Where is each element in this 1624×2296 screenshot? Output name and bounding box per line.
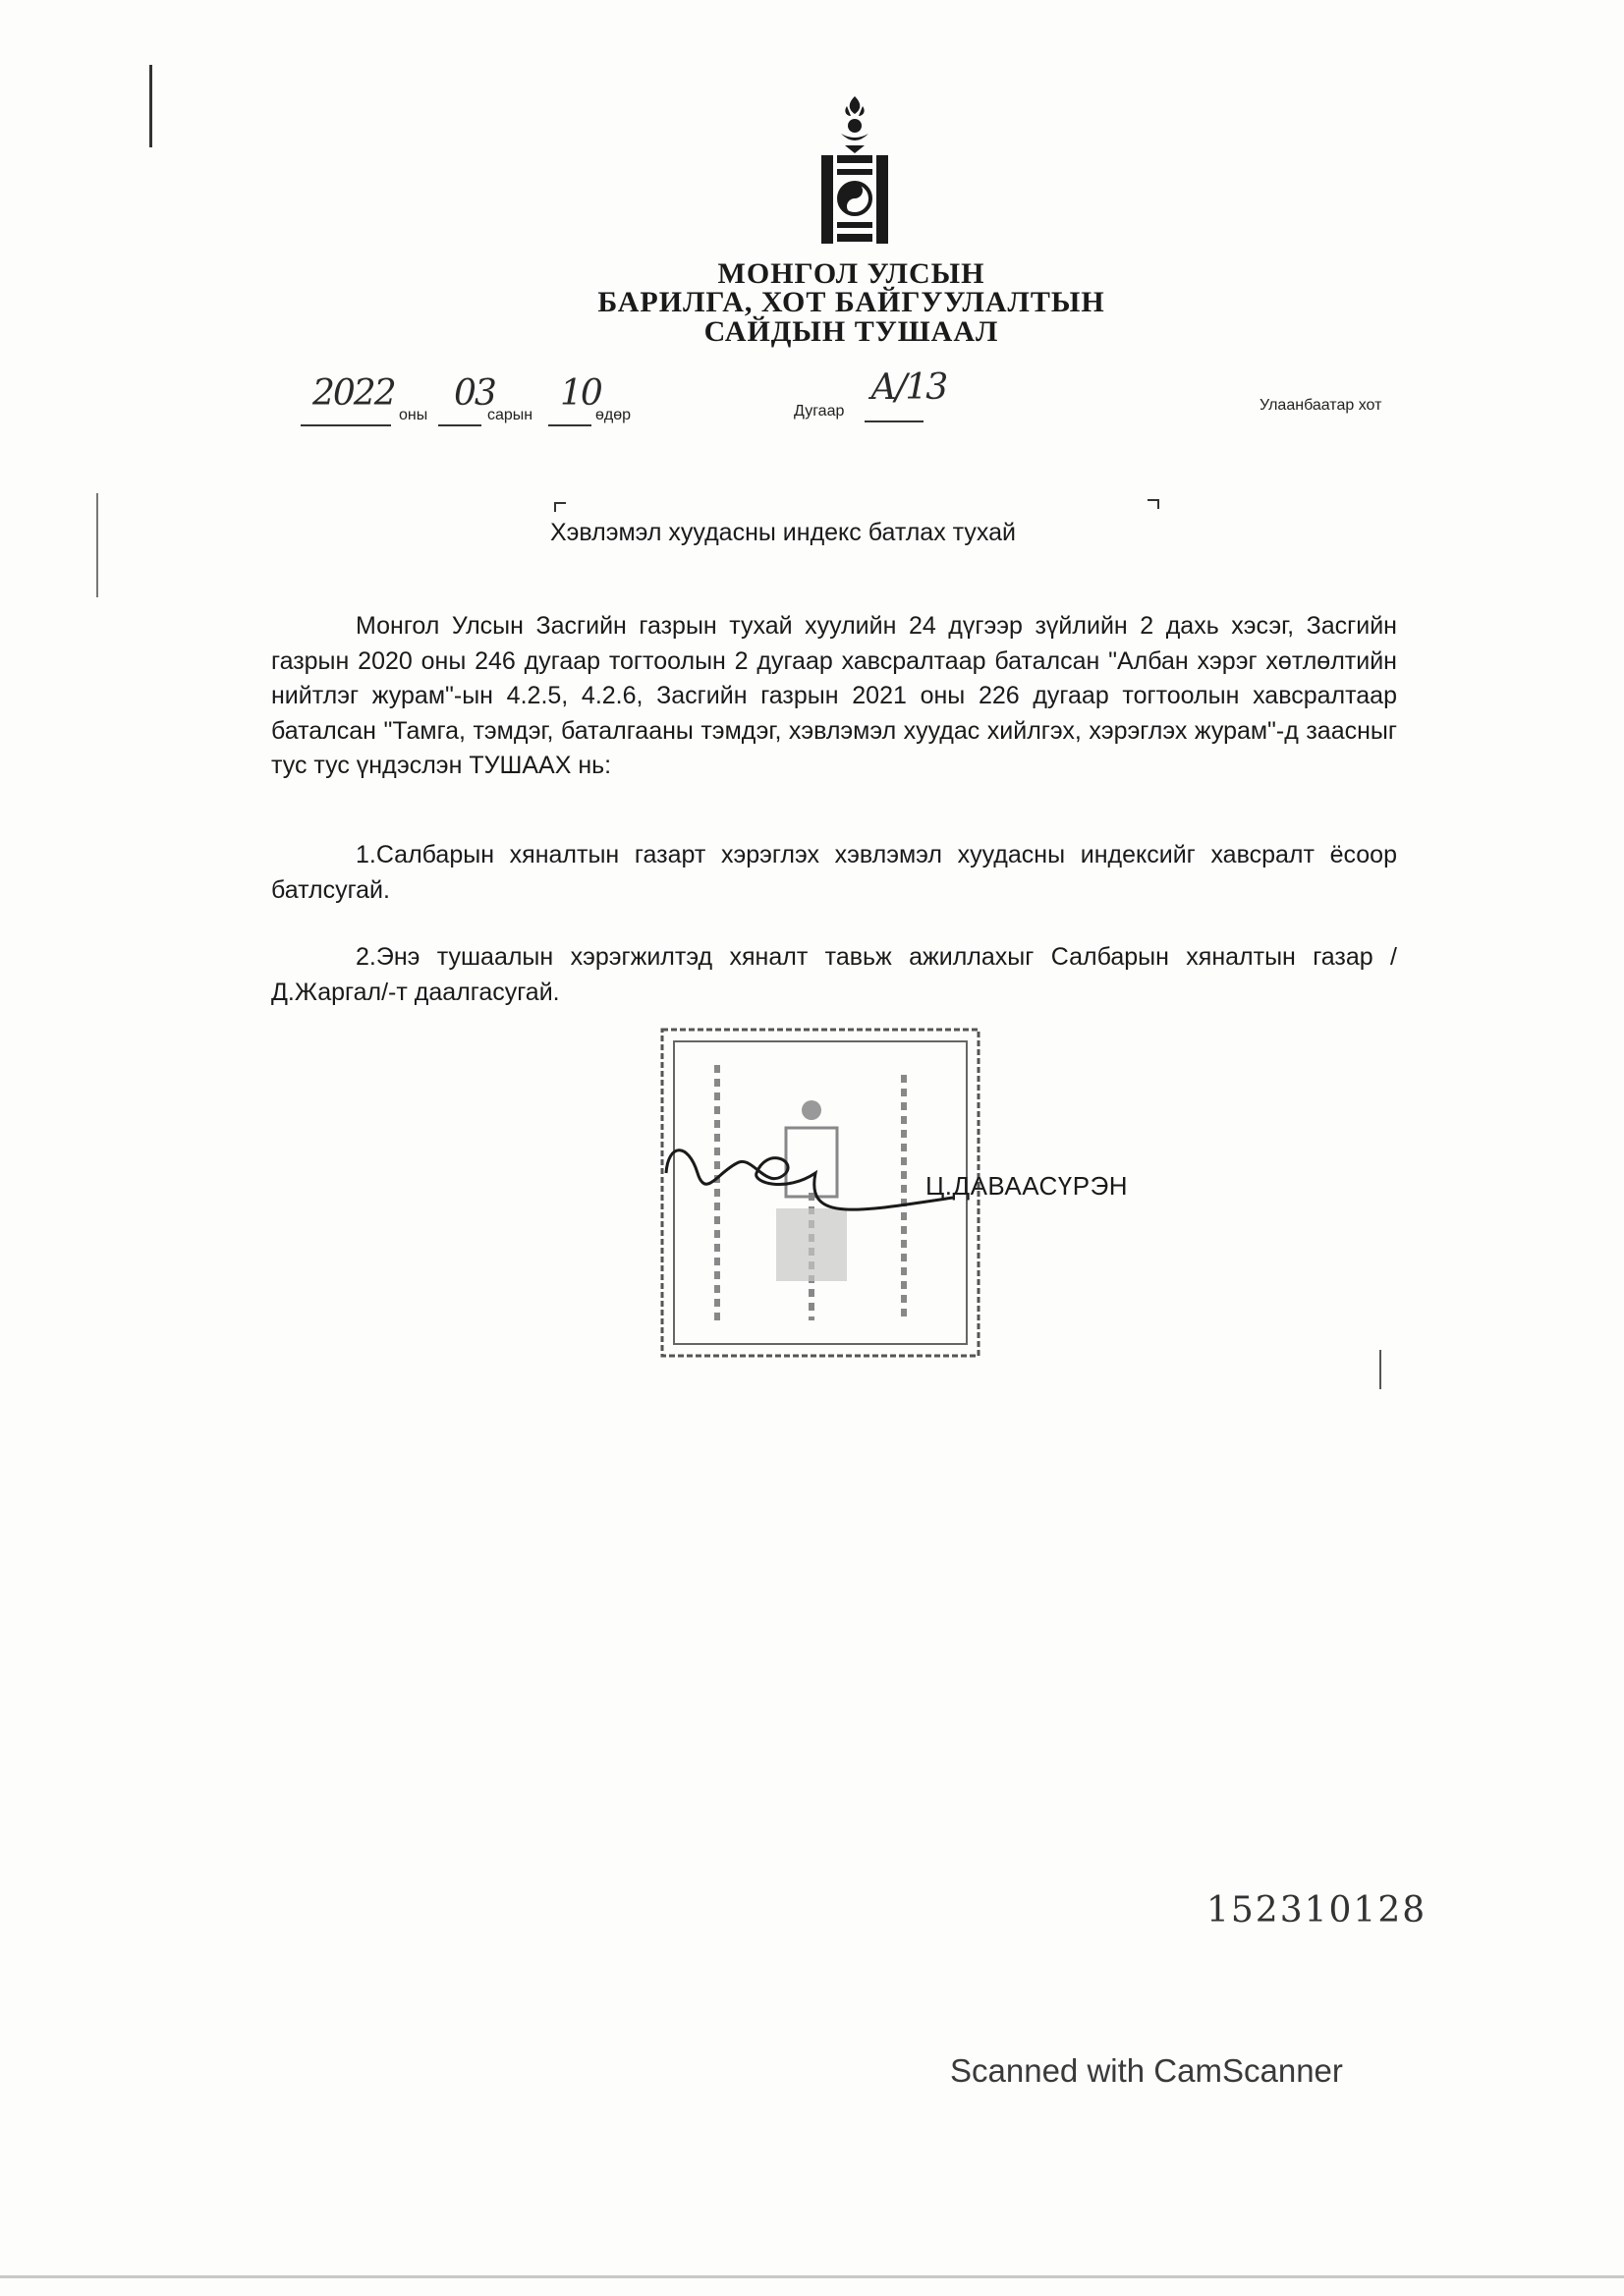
number-label: Дугаар: [794, 403, 845, 420]
scan-artifact-line: [96, 493, 98, 597]
camscanner-watermark: Scanned with CamScanner: [950, 2052, 1343, 2089]
document-subject: Хэвлэмэл хуудасны индекс батлах тухай: [550, 519, 1016, 546]
day-underline: [548, 424, 591, 426]
city-label: Улаанбаатар хот: [1260, 397, 1382, 414]
order-item-2: 2.Энэ тушаалын хэрэгжилтэд хяналт тавьж ажиллахыг Салбарын хяналтын газар /Д.Жаргал/-т даалгасугай.: [271, 943, 1397, 1006]
scan-edge: [0, 2275, 1624, 2278]
number-underline: [865, 420, 924, 422]
year-suffix: оны: [399, 407, 428, 423]
scan-artifact-line: [1379, 1350, 1381, 1389]
day-handwritten: 10: [560, 373, 601, 414]
preamble-paragraph: Монгол Улсын Засгийн газрын тухай хуулийн 24 дүгээр зүйлийн 2 дахь хэсэг, Засгийн газрын 2020 оны 246 дугаар тогтоолын 2 дугаар хавсралтаар баталсан "Албан хэрэг хөтлөлтийн нийтлэг журам"-ын 4.2.5, 4.2.6, Засгийн газрын 2021 оны 226 дугаар тогтоолын хавсралтаар баталсан "Тамга, тэмдэг, баталгааны тэмдэг, хэвлэмэл хуудас хийлгэх, хэрэглэх журам"-д заасныг тус тус үндэслэн ТУШААХ нь:: [271, 612, 1397, 779]
month-suffix: сарын: [487, 407, 533, 423]
signature-scribble: [666, 1150, 953, 1209]
number-handwritten: А/13: [870, 367, 947, 408]
month-underline: [438, 424, 481, 426]
month-handwritten: 03: [454, 373, 495, 414]
signer-name: Ц.ДАВААСҮРЭН: [925, 1171, 1129, 1201]
org-title-line-1: МОНГОЛ УЛСЫН: [717, 257, 985, 290]
org-title-line-3: САЙДЫН ТУШААЛ: [703, 315, 999, 348]
subject-corner-right: [1148, 499, 1159, 509]
org-title-line-2: БАРИЛГА, ХОТ БАЙГУУЛАЛТЫН: [597, 286, 1105, 318]
day-suffix: өдөр: [595, 407, 632, 423]
order-item-1: 1.Салбарын хяналтын газарт хэрэглэх хэвлэмэл хуудасны индексийг хавсралт ёсоор батлсугай.: [271, 841, 1397, 904]
subject-corner-left: [554, 502, 566, 512]
serial-number: 152310128: [1206, 1890, 1428, 1931]
scan-artifact-line: [149, 65, 152, 147]
state-emblem-icon: [817, 96, 892, 244]
year-underline: [301, 424, 391, 426]
year-handwritten: 2022: [312, 373, 395, 414]
